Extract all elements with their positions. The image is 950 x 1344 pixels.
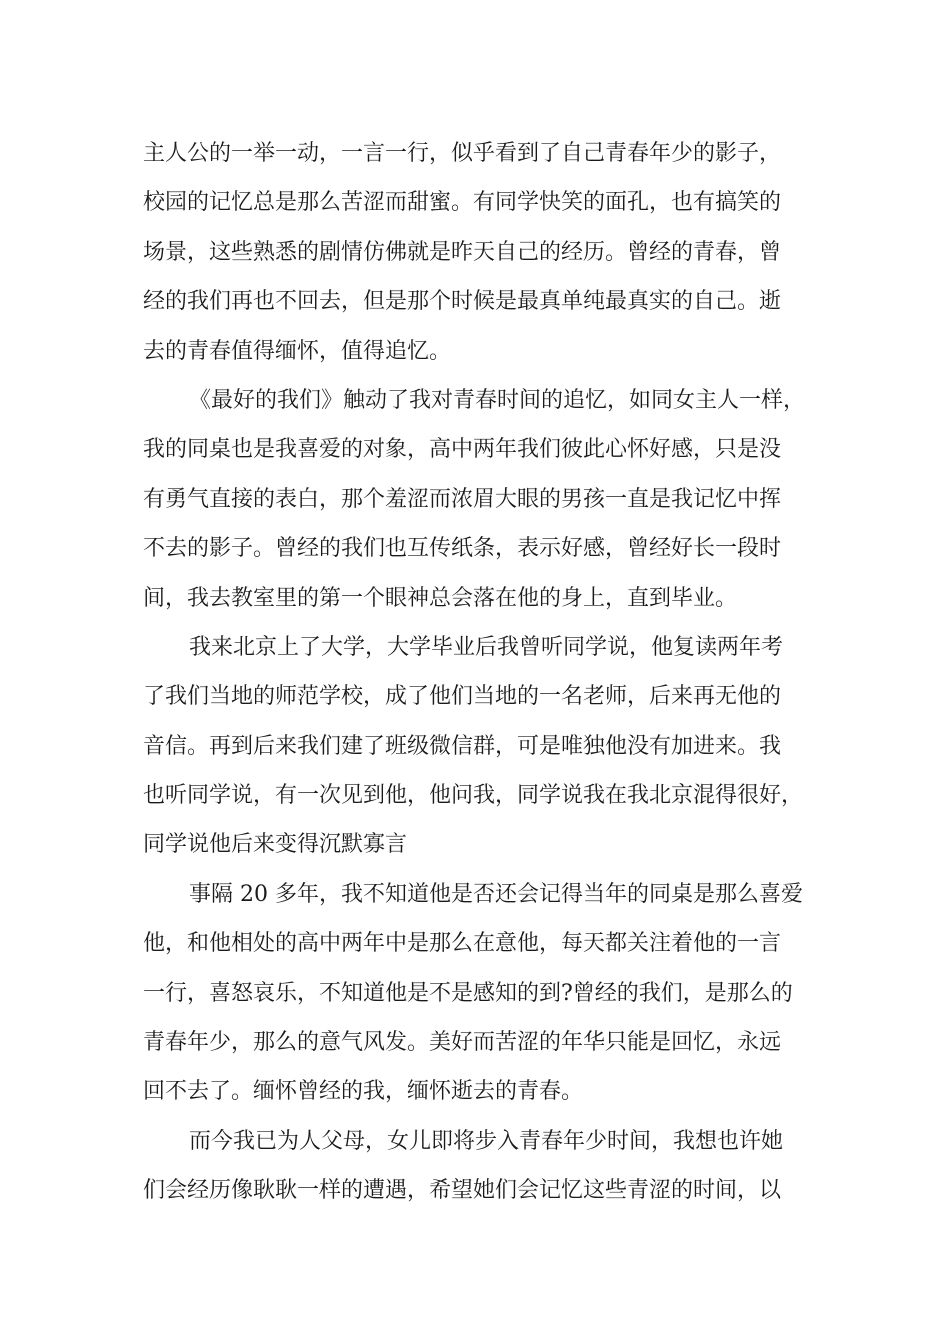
text-line: 场景，这些熟悉的剧情仿佛就是昨天自己的经历。曾经的青春，曾 xyxy=(143,239,782,265)
text-line: 青春年少，那么的意气风发。美好而苦涩的年华只能是回忆，永远 xyxy=(143,1030,782,1056)
text-line: 不去的影子。曾经的我们也互传纸条，表示好感，曾经好长一段时 xyxy=(143,536,782,562)
text-line: 回不去了。缅怀曾经的我，缅怀逝去的青春。 xyxy=(143,1079,584,1105)
text-line: 间，我去教室里的第一个眼神总会落在他的身上，直到毕业。 xyxy=(143,585,738,611)
text-line: 经的我们再也不回去，但是那个时候是最真单纯最真实的自己。逝 xyxy=(143,289,782,315)
paragraph-first-line: 而今我已为人父母，女儿即将步入青春年少时间，我想也许她 xyxy=(189,1128,784,1154)
paragraph-first-line: 《最好的我们》触动了我对青春时间的追忆，如同女主人一样， xyxy=(189,387,806,413)
paragraph-first-line: 我来北京上了大学，大学毕业后我曾听同学说，他复读两年考 xyxy=(189,634,784,660)
text-line: 校园的记忆总是那么苦涩而甜蜜。有同学快笑的面孔，也有搞笑的 xyxy=(143,190,782,216)
text-line: 同学说他后来变得沉默寡言 xyxy=(143,832,408,858)
text-line: 也听同学说，有一次见到他，他问我，同学说我在我北京混得很好， xyxy=(143,783,804,809)
text-line: 他，和他相处的高中两年中是那么在意他，每天都关注着他的一言 xyxy=(143,931,782,957)
text-line: 有勇气直接的表白，那个羞涩而浓眉大眼的男孩一直是我记忆中挥 xyxy=(143,486,782,512)
paragraph-first-line: 事隔 20 多年，我不知道他是否还会记得当年的同桌是那么喜爱 xyxy=(189,881,803,907)
text-line: 我的同桌也是我喜爱的对象，高中两年我们彼此心怀好感，只是没 xyxy=(143,437,782,463)
text-line: 们会经历像耿耿一样的遭遇，希望她们会记忆这些青涩的时间，以 xyxy=(143,1178,782,1204)
text-line: 主人公的一举一动，一言一行，似乎看到了自己青春年少的影子， xyxy=(143,141,782,166)
text-line: 音信。再到后来我们建了班级微信群，可是唯独他没有加进来。我 xyxy=(143,733,782,759)
text-line: 一行，喜怒哀乐，不知道他是不是感知的到?曾经的我们，是那么的 xyxy=(143,980,793,1006)
text-line: 去的青春值得缅怀，值得追忆。 xyxy=(143,338,452,364)
text-line: 了我们当地的师范学校，成了他们当地的一名老师，后来再无他的 xyxy=(143,684,782,710)
body-text xyxy=(143,129,823,1216)
